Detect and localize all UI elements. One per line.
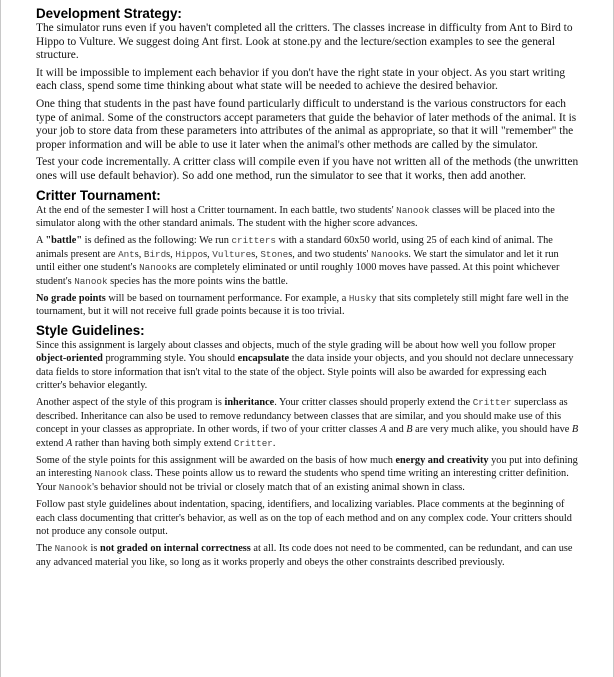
style-paragraph-1: Since this assignment is largely about classes and objects, much of the style grading will be about how well you follow proper object-oriented programming style. You should encapsulate the data inside your objects, and you should not declare unnecessary data fields to store information that isn't vital to the state of the object. Style points will also be awarded for expressing each critter's behavior elegantly. [36, 339, 574, 391]
style-paragraph-2: Another aspect of the style of this program is inheritance. Your critter classes should properly extend the Critter superclass as described. Inheritance can also be used to remove redundancy between classes that are similar, and you should make use of this concept in your classes as appropriate. In other words, if two of your critter classes A and B are very much alike, you should have B extend A rather than having both simply extend Critter. [36, 397, 579, 449]
style-guidelines-heading: Style Guidelines: [36, 322, 145, 338]
critter-tournament-heading: Critter Tournament: [36, 187, 161, 203]
development-strategy-heading: Development Strategy: [36, 6, 182, 21]
style-guidelines-section [36, 323, 579, 570]
style-paragraph-4: Follow past style guidelines about indentation, spacing, identifiers, and localizing variables. Place comments at the beginning of each class documenting that critter's behavior, as well as on the top of each method and on any complex code. Your critters should not produce any console output. [36, 499, 572, 538]
tournament-paragraph-2: A "battle" is defined as the following: We run critters with a standard 60x50 world, using 25 of each kind of animal. The animals present are Ants, Birds, Hippos, Vultures, Stones, and two students' Nanooks. We start the simulator and let it run until either one student's Nanooks are completely eliminated or until roughly 1000 moves have passed. At this point whichever student's Nanook species has the more points wins the battle. [36, 235, 560, 287]
development-paragraph-3: One thing that students in the past have found particularly difficult to understand is the various constructors for each type of animal. Some of the constructors accept parameters that guide the behavior of later methods of the animal. It is your job to store data from these parameters into attributes of the animal as appropriate, so that it will "remember" the proper information and will be able to use it later when the animal's other methods are called by the simulator. [36, 97, 577, 151]
development-paragraph-2: It will be impossible to implement each behavior if you don't have the right state in your object. As you start writing each class, spend some time thinking about what state will be needed to achieve the desired behavior. [36, 66, 566, 93]
style-paragraph-5: The Nanook is not graded on internal correctness at all. Its code does not need to be commented, can be redundant, and can use any advanced material you like, so long as it works properly and obeys the other constraints described previously. [36, 543, 573, 568]
critter-tournament-section [36, 188, 579, 319]
development-paragraph-1: The simulator runs even if you haven't completed all the critters. The classes increase in difficulty from Ant to Bird to Hippo to Vulture. We suggest doing Ant first. Look at stone.py and the lecture/section examples to see the general structure. [36, 22, 573, 62]
tournament-paragraph-3: No grade points will be based on tournament performance. For example, a Husky that sits completely still might fare well in the tournament, but it will not receive full grade points because it is too trivial. [36, 292, 569, 318]
style-paragraph-3: Some of the style points for this assignment will be awarded on the basis of how much energy and creativity you put into defining an interesting Nanook class. These points allow us to reward the students who spend time writing an interesting critter definition. Your Nanook's behavior should not be trivial or closely match that of an existing animal shown in class. [36, 455, 578, 493]
tournament-paragraph-1: At the end of the semester I will host a Critter tournament. In each battle, two students' Nanook classes will be placed into the simulator along with the other standard animals. The student with the higher score advances. [36, 204, 555, 229]
development-paragraph-4: Test your code incrementally. A critter class will compile even if you have not written all of the methods (the unwritten ones will use default behavior). So add one method, run the simulator to see that it works, then add another. [36, 156, 579, 182]
development-strategy-section [36, 6, 579, 184]
